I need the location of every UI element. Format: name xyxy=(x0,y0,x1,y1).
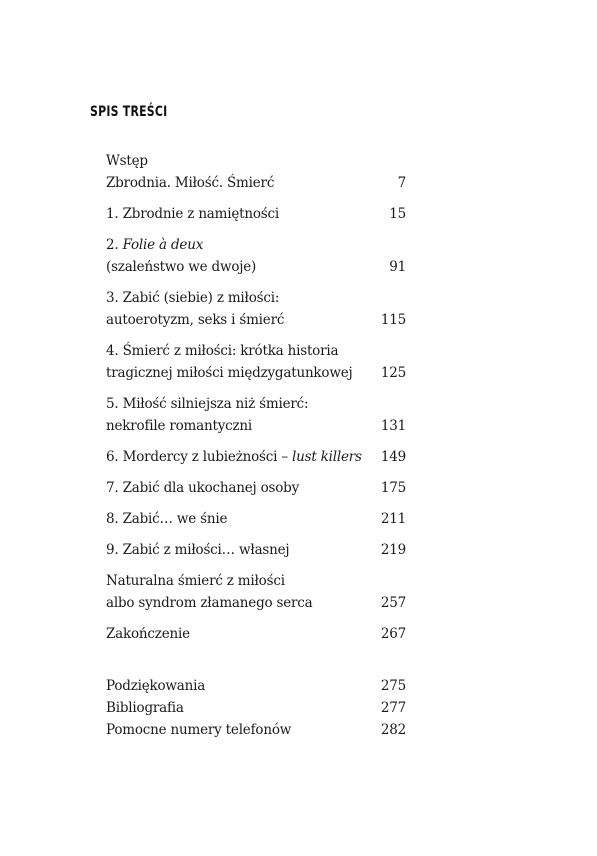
entry-subtitle: autoerotyzm, seks i śmierć xyxy=(106,312,285,328)
entry-title: 1. Zbrodnie z namiętności xyxy=(106,206,280,222)
page-number: 219 xyxy=(380,542,406,558)
toc-entry-5[interactable] xyxy=(106,393,406,437)
entry-title: Naturalna śmierć z miłości xyxy=(106,573,285,589)
entry-subtitle: Zbrodnia. Miłość. Śmierć xyxy=(106,175,275,191)
entry-title: 5. Miłość silniejsza niż śmierć: xyxy=(106,396,309,412)
toc-entry-4[interactable] xyxy=(106,340,406,384)
entry-title: Zakończenie xyxy=(106,626,190,642)
page-number: 7 xyxy=(397,175,406,191)
page-number: 149 xyxy=(380,449,406,465)
entry-subtitle: nekrofile romantyczni xyxy=(106,418,253,434)
entry-title: 8. Zabić… we śnie xyxy=(106,511,228,527)
toc-heading: SPIS TREŚCI xyxy=(90,104,168,120)
toc-entry-acknowledgements[interactable] xyxy=(106,675,406,697)
page-number: 275 xyxy=(380,678,406,694)
entry-title: 7. Zabić dla ukochanej osoby xyxy=(106,480,300,496)
entry-title: Wstęp xyxy=(106,153,148,169)
toc-entry-1[interactable] xyxy=(106,203,406,225)
entry-subtitle: tragicznej miłości międzygatunkowej xyxy=(106,365,353,381)
toc-entry-3[interactable] xyxy=(106,287,406,331)
entry-subtitle: albo syndrom złamanego serca xyxy=(106,595,313,611)
page-number: 277 xyxy=(380,700,406,716)
toc-entry-6[interactable] xyxy=(106,446,406,468)
toc-entry-7[interactable] xyxy=(106,477,406,499)
page-number: 131 xyxy=(380,418,406,434)
toc-entry-9[interactable] xyxy=(106,539,406,561)
toc-entry-intro[interactable] xyxy=(106,150,406,194)
table-of-contents xyxy=(106,150,406,741)
page-number: 125 xyxy=(380,365,406,381)
toc-entry-bibliography[interactable] xyxy=(106,697,406,719)
page-number: 267 xyxy=(380,626,406,642)
toc-entry-2[interactable] xyxy=(106,234,406,278)
toc-entry-8[interactable] xyxy=(106,508,406,530)
page-number: 282 xyxy=(380,722,406,738)
entry-title: Podziękowania xyxy=(106,678,206,694)
entry-title: Pomocne numery telefonów xyxy=(106,722,292,738)
page-number: 91 xyxy=(389,259,406,275)
entry-title: 6. Mordercy z lubieżności – lust killers xyxy=(106,449,362,465)
page-number: 115 xyxy=(380,312,406,328)
toc-entry-natural-death[interactable] xyxy=(106,570,406,614)
page-number: 15 xyxy=(389,206,406,222)
page-number: 257 xyxy=(380,595,406,611)
entry-title: 2. Folie à deux xyxy=(106,237,204,253)
entry-subtitle: (szaleństwo we dwoje) xyxy=(106,259,257,275)
page-number: 175 xyxy=(380,480,406,496)
entry-title: 9. Zabić z miłości… własnej xyxy=(106,542,290,558)
toc-entry-conclusion[interactable] xyxy=(106,623,406,645)
entry-title: 3. Zabić (siebie) z miłości: xyxy=(106,290,280,306)
entry-title: 4. Śmierć z miłości: krótka historia xyxy=(106,343,339,359)
entry-title: Bibliografia xyxy=(106,700,184,716)
toc-entry-helpful-numbers[interactable] xyxy=(106,719,406,741)
page-number: 211 xyxy=(380,511,406,527)
